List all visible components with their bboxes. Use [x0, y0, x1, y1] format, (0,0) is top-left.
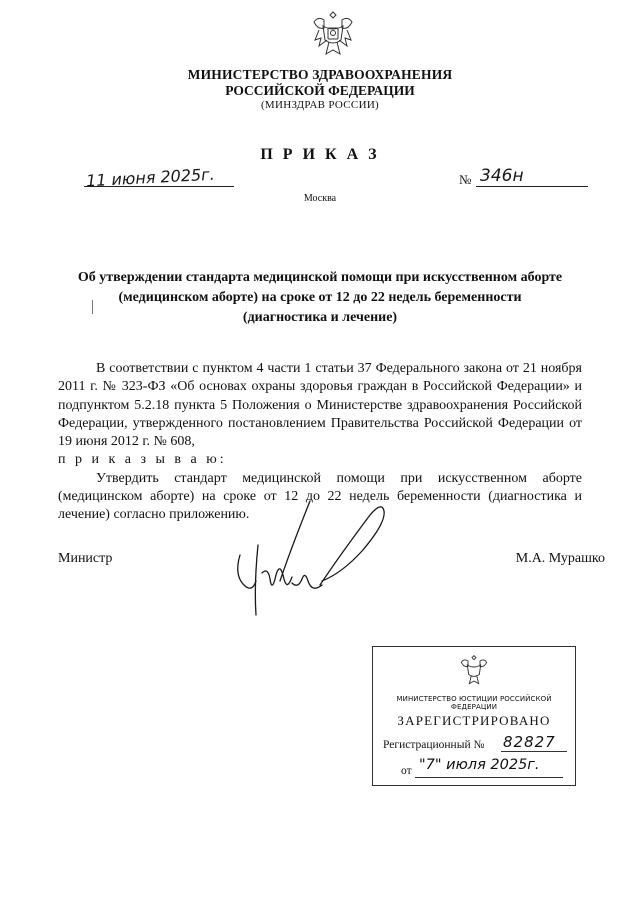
- order-subject: [60, 268, 580, 328]
- stamp-status: ЗАРЕГИСТРИРОВАНО: [397, 713, 551, 728]
- order-number-prefix: №: [459, 172, 472, 187]
- order-title: П Р И К А З: [260, 146, 380, 163]
- stamp-number-label: Регистрационный №: [383, 739, 485, 751]
- order-number: 346н: [480, 166, 524, 186]
- subject-line-2: (медицинском аборте) на сроке от 12 до 22 недель беременности: [118, 290, 522, 305]
- signatory-name: М.А. Мурашко: [515, 551, 605, 566]
- stamp-date-prefix: от: [401, 765, 412, 777]
- ministry-name-line1: МИНИСТЕРСТВО ЗДРАВООХРАНЕНИЯ: [187, 67, 453, 82]
- subject-line-1: Об утверждении стандарта медицинской помощи при искусственном аборте: [77, 270, 563, 285]
- body-paragraph-2: Утвердить стандарт медицинской помощи при искусственном аборте (медицинском аборте) на сроке от 12 до 22 недель беременности (диагностика и лечение) согласно приложению.: [58, 470, 582, 523]
- stamp-number-value: 82827: [503, 733, 556, 751]
- scan-artifact: [92, 300, 95, 314]
- double-headed-eagle-icon: [311, 8, 355, 62]
- order-date: 11 июня 2025г.: [85, 164, 216, 191]
- date-underline: [84, 186, 234, 187]
- order-city: Москва: [303, 193, 337, 204]
- double-headed-eagle-icon: [459, 653, 489, 689]
- stamp-organization: МИНИСТЕРСТВО ЮСТИЦИИ РОССИЙСКОЙ ФЕДЕРАЦИИ: [396, 695, 552, 711]
- stamp-date-value: "7" июля 2025г.: [419, 757, 540, 773]
- subject-line-3: (диагностика и лечение): [242, 310, 398, 325]
- ministry-abbreviation: (МИНЗДРАВ РОССИИ): [260, 99, 380, 111]
- ministry-name-line2: РОССИЙСКОЙ ФЕДЕРАЦИИ: [225, 83, 415, 98]
- registration-stamp: [372, 646, 576, 786]
- stamp-number-underline: [501, 751, 567, 752]
- handwritten-signature: [220, 495, 400, 625]
- order-directive-word: п р и к а з ы в а ю:: [58, 452, 227, 468]
- body-paragraph-1: В соответствии с пунктом 4 части 1 статьи 37 Федерального закона от 21 ноября 2011 г. № 323-ФЗ «Об основах охраны здоровья граждан в Российской Федерации» и подпунктом 5.2.18 пункта 5 Положения о Министерстве здравоохранения Российской Федерации, утвержденного постановлением Правительства Российской Федерации от 19 июня 2012 г. № 608,: [58, 361, 582, 450]
- stamp-date-underline: [415, 777, 563, 778]
- signatory-position: Министр: [58, 551, 113, 566]
- number-underline: [476, 186, 588, 187]
